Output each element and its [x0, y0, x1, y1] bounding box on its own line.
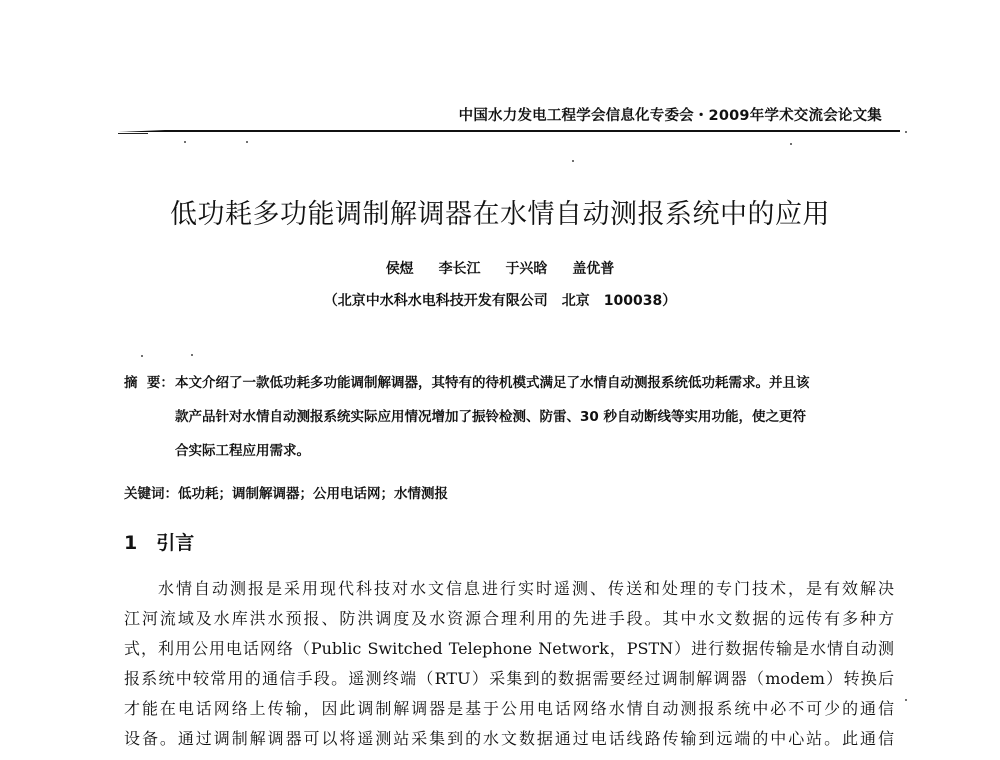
running-header: 中国水力发电工程学会信息化专委会・2009年学术交流会论文集	[458, 108, 882, 124]
section-paragraph	[124, 574, 894, 754]
scan-speck	[572, 160, 574, 162]
author-name: 于兴晗	[505, 261, 548, 277]
section-heading: 1 引言	[124, 532, 195, 554]
scan-speck	[905, 131, 907, 133]
scan-speck	[184, 141, 186, 143]
paragraph-line: 江河流域及水库洪水预报、防洪调度及水资源合理利用的先进手段。其中水文数据的远传有多种方	[124, 609, 894, 628]
header-rule-tail	[118, 133, 148, 134]
scan-speck	[141, 355, 143, 357]
author-name: 侯煜	[385, 261, 414, 277]
scan-speck	[246, 141, 248, 143]
abstract-body	[175, 366, 894, 468]
abstract-line: 款产品针对水情自动测报系统实际应用情况增加了振铃检测、防雷、30 秒自动断线等实用功能，使之更符	[175, 409, 806, 425]
scan-speck	[790, 143, 792, 145]
keywords: 关键词：低功耗；调制解调器；公用电话网；水情测报	[124, 486, 448, 502]
abstract-label: 摘 要：	[124, 375, 174, 391]
paragraph-line: 报系统中较常用的通信手段。遥测终端（RTU）采集到的数据需要经过调制解调器（modem）转换后	[124, 669, 894, 688]
author-name: 盖优普	[572, 261, 615, 277]
paragraph-line: 设备。通过调制解调器可以将遥测站采集到的水文数据通过电话线路传输到远端的中心站。此通信	[124, 729, 894, 748]
abstract	[124, 366, 894, 468]
affiliation: （北京中水科水电科技开发有限公司 北京 100038）	[323, 293, 677, 309]
author-name: 李长江	[438, 261, 481, 277]
paper-title: 低功耗多功能调制解调器在水情自动测报系统中的应用	[170, 199, 830, 230]
scan-speck	[905, 699, 907, 701]
paragraph-line: 式，利用公用电话网络（Public Switched Telephone Network，PSTN）进行数据传输是水情自动测	[124, 639, 894, 658]
paragraph-line: 水情自动测报是采用现代科技对水文信息进行实时遥测、传送和处理的专门技术，是有效解决	[158, 579, 894, 598]
paragraph-line: 才能在电话网络上传输，因此调制解调器是基于公用电话网络水情自动测报系统中必不可少的通信	[124, 699, 894, 718]
abstract-line: 合实际工程应用需求。	[175, 443, 310, 459]
header-rule	[118, 130, 900, 132]
abstract-line: 本文介绍了一款低功耗多功能调制解调器，其特有的待机模式满足了水情自动测报系统低功耗需求。并且该	[175, 375, 810, 391]
author-list	[0, 258, 1000, 278]
scan-speck	[191, 354, 193, 356]
